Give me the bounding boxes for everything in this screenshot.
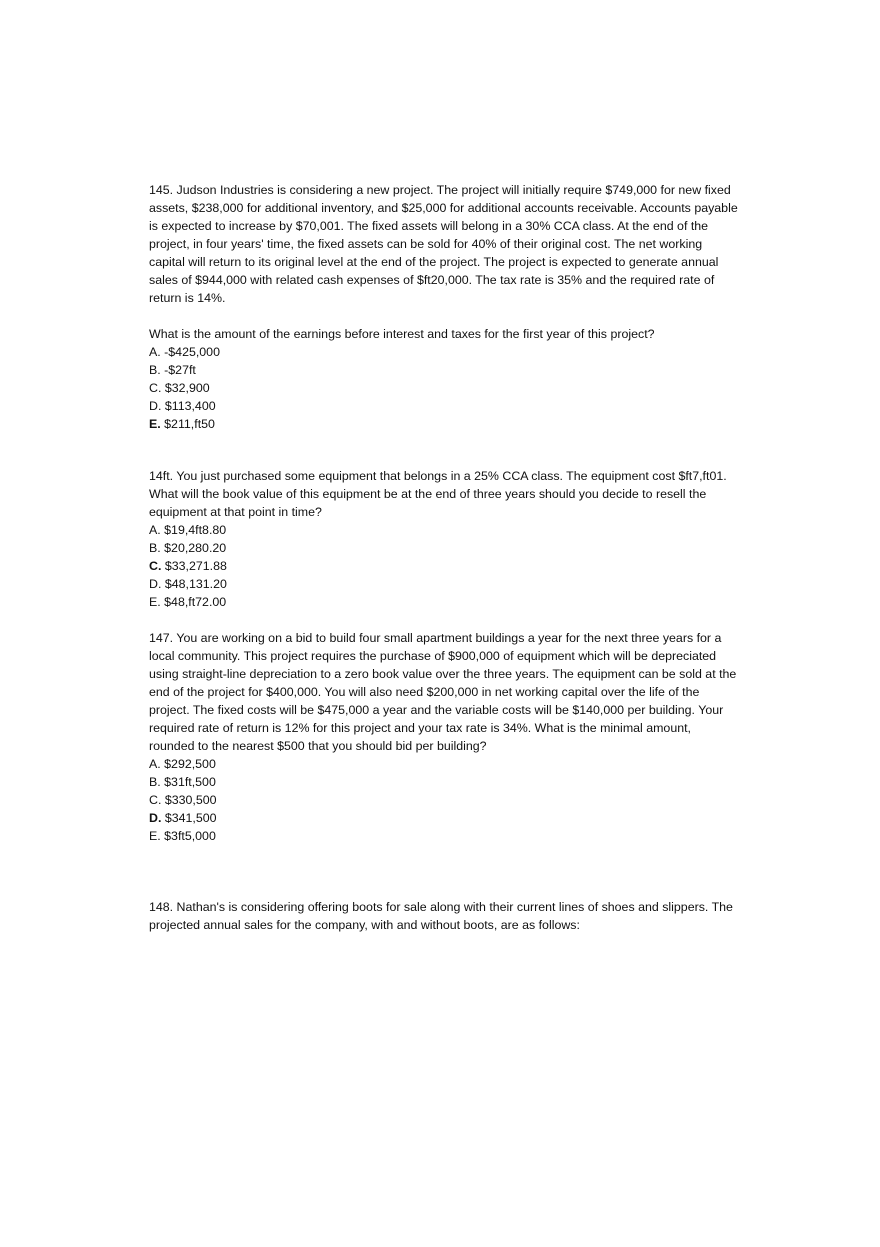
answer-option-correct	[149, 415, 739, 433]
question-stem: 147. You are working on a bid to build four small apartment buildings a year for the next three years for a local community. This project requires the purchase of $900,000 of equipment which will be depreciated using straight-line depreciation to a zero book value over the three years. The equipment can be sold at the end of the project for $400,000. You will also need $200,000 in net working capital over the life of the project. The fixed costs will be $475,000 a year and the variable costs will be $140,000 per building. Your required rate of return is 12% for this project and your tax rate is 34%. What is the minimal amount, rounded to the nearest $500 that you should bid per building?	[149, 631, 737, 753]
option-letter: E.	[149, 417, 161, 431]
option-text: $32,900	[161, 381, 210, 395]
answer-option	[149, 791, 739, 809]
answer-options	[149, 343, 739, 433]
option-text: $31ft,500	[160, 775, 216, 789]
option-letter: B.	[149, 541, 161, 555]
option-text: $48,131.20	[161, 577, 227, 591]
option-letter: C.	[149, 559, 162, 573]
answer-option	[149, 521, 739, 539]
option-letter: D.	[149, 577, 162, 591]
option-text: $113,400	[161, 399, 216, 413]
option-text: $3ft5,000	[160, 829, 216, 843]
option-text: $48,ft72.00	[160, 595, 227, 609]
option-letter: D.	[149, 399, 162, 413]
option-letter: A.	[149, 523, 161, 537]
option-text: $20,280.20	[160, 541, 227, 555]
option-letter: E.	[149, 595, 161, 609]
answer-option-correct	[149, 809, 739, 827]
answer-option	[149, 827, 739, 845]
option-text: $211,ft50	[160, 417, 215, 431]
question-stem: 14ft. You just purchased some equipment that belongs in a 25% CCA class. The equipment cost $ft7,ft01. What will the book value of this equipment be at the end of three years should you decide to resell the equipment at that point in time?	[149, 469, 727, 519]
question-145	[149, 181, 739, 433]
option-letter: D.	[149, 811, 162, 825]
option-text: -$425,000	[160, 345, 220, 359]
answer-option	[149, 773, 739, 791]
answer-options	[149, 755, 739, 845]
question-stem: 145. Judson Industries is considering a new project. The project will initially require $749,000 for new fixed assets, $238,000 for additional inventory, and $25,000 for additional accounts receivable. Accounts payable is expected to increase by $70,001. The fixed assets will belong in a 30% CCA class. At the end of the project, in four years' time, the fixed assets can be sold for 40% of their original cost. The net working capital will return to its original level at the end of the project. The project is expected to generate annual sales of $944,000 with related cash expenses of $ft20,000. The tax rate is 35% and the required rate of return is 14%.	[149, 183, 738, 305]
option-letter: C.	[149, 381, 162, 395]
answer-option	[149, 539, 739, 557]
option-letter: A.	[149, 345, 161, 359]
option-letter: B.	[149, 363, 161, 377]
answer-option-correct	[149, 557, 739, 575]
question-146	[149, 467, 739, 611]
option-text: $341,500	[161, 811, 217, 825]
page-content	[149, 181, 739, 934]
option-text: $19,4ft8.80	[160, 523, 227, 537]
question-prompt: What is the amount of the earnings before interest and taxes for the first year of this project?	[149, 327, 655, 341]
answer-option	[149, 575, 739, 593]
option-text: $292,500	[160, 757, 216, 771]
option-letter: B.	[149, 775, 161, 789]
question-stem: 148. Nathan's is considering offering boots for sale along with their current lines of shoes and slippers. The projected annual sales for the company, with and without boots, are as follows:	[149, 900, 733, 932]
question-148	[149, 898, 739, 934]
question-147	[149, 629, 739, 845]
answer-options	[149, 521, 739, 611]
option-letter: C.	[149, 793, 162, 807]
option-letter: E.	[149, 829, 161, 843]
answer-option	[149, 379, 739, 397]
option-text: $33,271.88	[161, 559, 227, 573]
answer-option	[149, 593, 739, 611]
option-text: $330,500	[161, 793, 217, 807]
answer-option	[149, 755, 739, 773]
option-letter: A.	[149, 757, 161, 771]
answer-option	[149, 361, 739, 379]
option-text: -$27ft	[160, 363, 196, 377]
answer-option	[149, 343, 739, 361]
answer-option	[149, 397, 739, 415]
